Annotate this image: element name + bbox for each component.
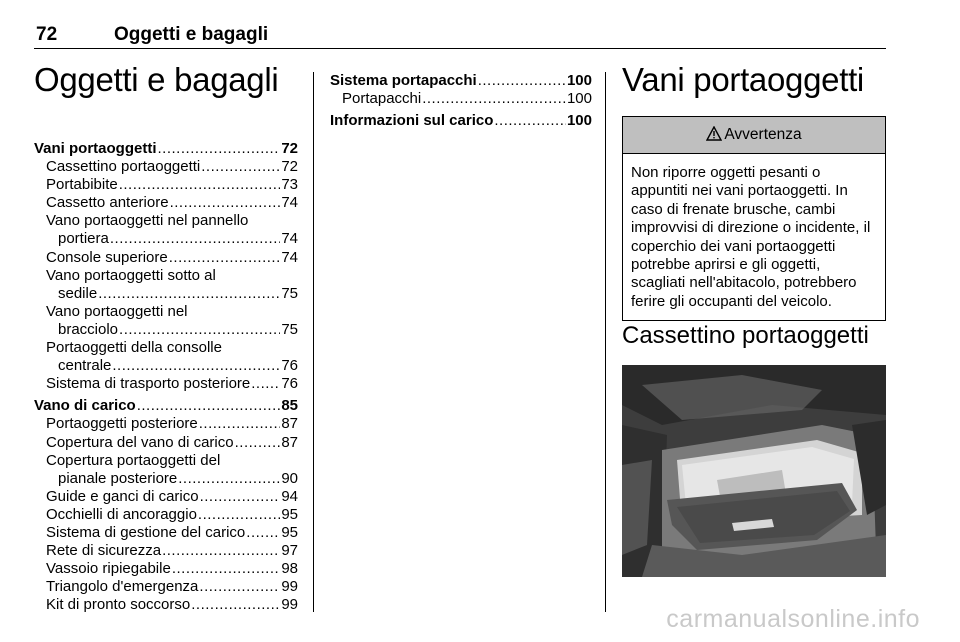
toc-entry-page: 100 bbox=[566, 90, 592, 108]
page-header bbox=[34, 22, 886, 49]
toc-leader-dots bbox=[170, 194, 281, 212]
warning-triangle-icon bbox=[706, 126, 722, 145]
toc-entry[interactable] bbox=[34, 578, 298, 596]
table-of-contents bbox=[330, 72, 592, 130]
toc-entry-page: 72 bbox=[281, 158, 298, 176]
warning-heading: Avvertenza bbox=[724, 126, 802, 143]
toc-leader-dots bbox=[478, 72, 566, 90]
toc-entry-label: Kit di pronto soccorso bbox=[46, 596, 191, 614]
toc-heading-entry[interactable] bbox=[330, 72, 592, 90]
toc-entry-label: Guide e ganci di carico bbox=[46, 487, 199, 505]
warning-header bbox=[623, 117, 885, 154]
toc-entry-page: 95 bbox=[281, 505, 298, 523]
toc-heading-entry[interactable] bbox=[330, 112, 592, 130]
toc-entry[interactable] bbox=[34, 524, 298, 542]
toc-entry[interactable] bbox=[34, 357, 298, 375]
toc-entry-page: 90 bbox=[281, 469, 298, 487]
toc-entry-line: Vano portaoggetti nel bbox=[46, 302, 188, 320]
toc-entry[interactable] bbox=[330, 90, 592, 108]
toc-entry-label: Portaoggetti posteriore bbox=[46, 415, 198, 433]
content-column bbox=[622, 60, 886, 577]
toc-entry-label: portiera bbox=[58, 230, 109, 248]
toc-column-1 bbox=[34, 60, 298, 614]
toc-entry[interactable] bbox=[34, 596, 298, 614]
toc-entry-page: 100 bbox=[566, 112, 592, 130]
toc-entry-label: Vani portaoggetti bbox=[34, 140, 157, 157]
warning-text: Non riporre oggetti pesanti o appuntiti nei vani portaoggetti. In caso di frenate brusche, cambi improvvisi di direzione o incidente, il coperchio dei vani portaoggetti potrebbe aprirsi e gli oggetti, scagliati nell'abitacolo, potrebbero ferire gli occupanti del veicolo. bbox=[631, 164, 871, 310]
toc-entry-label: Informazioni sul carico bbox=[330, 112, 494, 130]
toc-leader-dots bbox=[172, 560, 281, 578]
toc-entry-label: Sistema di gestione del carico bbox=[46, 523, 246, 541]
toc-entry[interactable] bbox=[34, 375, 298, 393]
toc-leader-dots bbox=[191, 596, 280, 614]
toc-entry-label: Portabibite bbox=[46, 176, 118, 194]
toc-entry-page: 73 bbox=[281, 176, 298, 194]
toc-leader-dots bbox=[246, 524, 280, 542]
toc-entry-label: bracciolo bbox=[58, 320, 119, 338]
toc-entry[interactable] bbox=[34, 321, 298, 339]
toc-entry-label: pianale posteriore bbox=[58, 469, 178, 487]
toc-heading-entry[interactable] bbox=[34, 140, 298, 158]
toc-entry-label: centrale bbox=[58, 357, 112, 375]
toc-entry[interactable] bbox=[34, 249, 298, 267]
toc-entry-page: 98 bbox=[281, 560, 298, 578]
toc-entry-label: Sistema portapacchi bbox=[330, 72, 477, 89]
column-divider bbox=[313, 72, 314, 612]
toc-entry-page: 75 bbox=[281, 320, 298, 338]
toc-entry[interactable] bbox=[34, 488, 298, 506]
toc-entry-page: 100 bbox=[566, 72, 592, 89]
toc-entry-line: Copertura portaoggetti del bbox=[46, 451, 221, 469]
toc-leader-dots bbox=[199, 578, 280, 596]
toc-entry[interactable] bbox=[34, 285, 298, 303]
toc-entry[interactable] bbox=[34, 470, 298, 488]
toc-entry[interactable] bbox=[34, 506, 298, 524]
toc-entry-line: Vano portaoggetti sotto al bbox=[46, 266, 216, 284]
toc-entry[interactable] bbox=[34, 194, 298, 212]
toc-entry[interactable] bbox=[34, 542, 298, 560]
toc-leader-dots bbox=[494, 112, 566, 130]
page-number: 72 bbox=[36, 24, 58, 45]
toc-entry-label: Occhielli di ancoraggio bbox=[46, 505, 197, 523]
chapter-title: Oggetti e bagagli bbox=[34, 61, 279, 98]
toc-entry-page: 74 bbox=[281, 230, 298, 248]
toc-entry-page: 85 bbox=[281, 397, 298, 415]
toc-entry-label: Rete di sicurezza bbox=[46, 542, 162, 560]
toc-column-2 bbox=[330, 72, 592, 130]
toc-entry-page: 87 bbox=[281, 415, 298, 433]
toc-leader-dots bbox=[119, 321, 280, 339]
glovebox-photo bbox=[622, 365, 886, 577]
toc-leader-dots bbox=[235, 434, 281, 452]
toc-entry-page: 76 bbox=[281, 357, 298, 375]
toc-leader-dots bbox=[200, 488, 281, 506]
toc-entry-label: Cassettino portaoggetti bbox=[46, 158, 201, 176]
toc-entry-label: Triangolo d'emergenza bbox=[46, 578, 199, 596]
toc-leader-dots bbox=[110, 230, 280, 248]
toc-entry[interactable] bbox=[34, 176, 298, 194]
column-divider bbox=[605, 72, 606, 612]
toc-entry-label: Vassoio ripiegabile bbox=[46, 560, 171, 578]
toc-leader-dots bbox=[158, 140, 281, 158]
toc-entry-page: 87 bbox=[281, 433, 298, 451]
toc-entry-page: 76 bbox=[281, 375, 298, 393]
toc-leader-dots bbox=[112, 357, 280, 375]
toc-leader-dots bbox=[201, 158, 280, 176]
toc-entry-label: Console superiore bbox=[46, 248, 168, 266]
toc-entry-page: 74 bbox=[281, 248, 298, 266]
toc-entry-page: 97 bbox=[281, 542, 298, 560]
toc-leader-dots bbox=[422, 90, 566, 108]
toc-leader-dots bbox=[137, 397, 281, 415]
watermark: carmanualsonline.info bbox=[666, 605, 920, 633]
toc-entry-line: Portaoggetti della consolle bbox=[46, 339, 222, 357]
warning-box bbox=[622, 116, 886, 321]
toc-entry-label: sedile bbox=[58, 284, 98, 302]
toc-entry[interactable] bbox=[34, 230, 298, 248]
toc-leader-dots bbox=[178, 470, 280, 488]
toc-leader-dots bbox=[119, 176, 281, 194]
toc-entry-label: Cassetto anteriore bbox=[46, 194, 169, 212]
toc-entry[interactable] bbox=[34, 434, 298, 452]
toc-entry-page: 94 bbox=[281, 487, 298, 505]
toc-entry-page: 99 bbox=[281, 596, 298, 614]
toc-entry[interactable] bbox=[34, 415, 298, 433]
toc-entry-page: 99 bbox=[281, 578, 298, 596]
toc-entry-page: 72 bbox=[281, 140, 298, 157]
toc-entry-page: 75 bbox=[281, 284, 298, 302]
toc-leader-dots bbox=[199, 415, 281, 433]
section-title: Vani portaoggetti bbox=[622, 61, 864, 98]
running-title: Oggetti e bagagli bbox=[114, 24, 269, 45]
toc-leader-dots bbox=[198, 506, 280, 524]
toc-leader-dots bbox=[251, 375, 280, 393]
toc-entry-line: Vano portaoggetti nel pannello bbox=[46, 212, 249, 230]
toc-entry-page: 74 bbox=[281, 194, 298, 212]
toc-entry-label: Portapacchi bbox=[342, 90, 422, 108]
toc-leader-dots bbox=[98, 285, 280, 303]
toc-entry-label: Copertura del vano di carico bbox=[46, 433, 234, 451]
toc-entry-label: Vano di carico bbox=[34, 397, 136, 415]
toc-entry[interactable] bbox=[34, 158, 298, 176]
subsection-title: Cassettino portaoggetti bbox=[622, 322, 869, 350]
toc-leader-dots bbox=[169, 249, 281, 267]
toc-leader-dots bbox=[162, 542, 280, 560]
toc-entry[interactable] bbox=[34, 560, 298, 578]
table-of-contents bbox=[34, 140, 298, 614]
toc-entry-label: Sistema di trasporto posteriore bbox=[46, 375, 251, 393]
toc-entry-page: 95 bbox=[281, 523, 298, 541]
toc-heading-entry[interactable] bbox=[34, 397, 298, 415]
